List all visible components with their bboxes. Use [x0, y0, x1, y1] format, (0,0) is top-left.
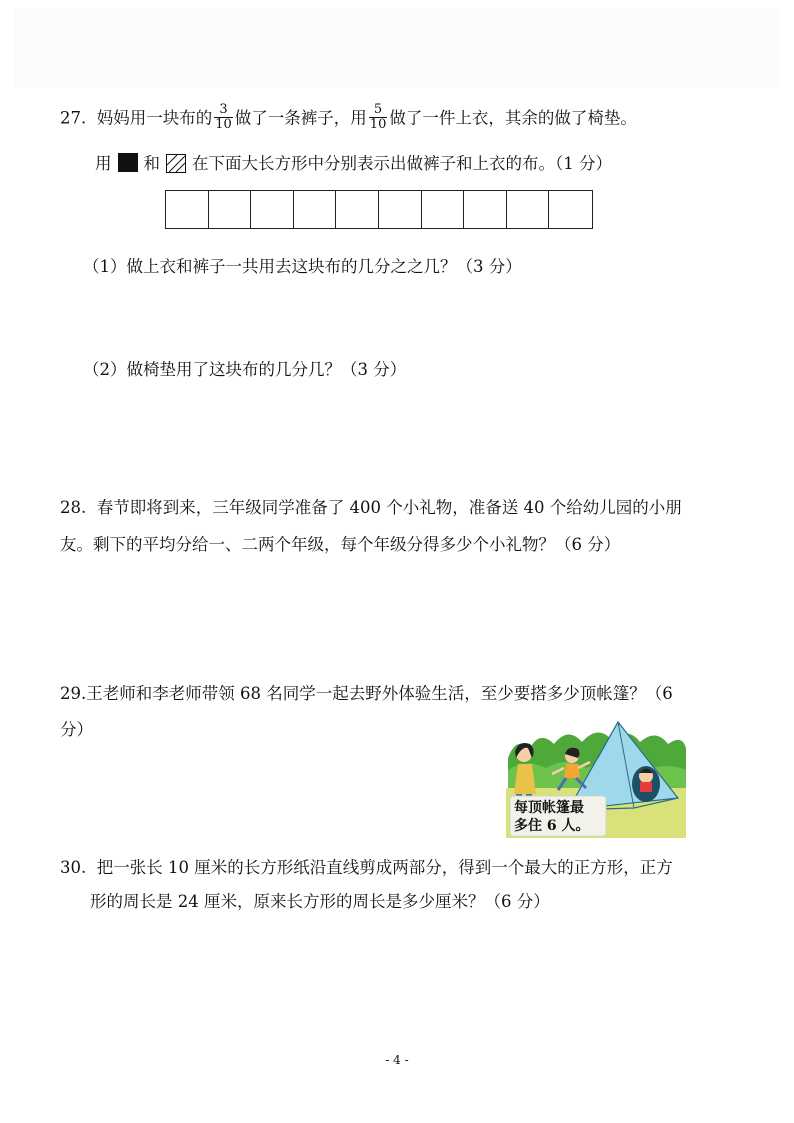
black-square-icon — [118, 153, 138, 172]
q30-line2: 形的周长是 24 厘米，原来长方形的周长是多少厘米？（6 分） — [90, 892, 550, 911]
q27-text-c: 做了一件上衣，其余的做了椅垫。 — [389, 108, 637, 128]
q27-line2-b: 和 — [143, 154, 160, 173]
q27-line2-a: 用 — [95, 154, 112, 173]
q27-sub2: （2）做椅垫用了这块布的几分几？（3 分） — [83, 360, 407, 379]
q27-line2-c: 在下面大长方形中分别表示出做裤子和上衣的布。（1 分） — [192, 154, 612, 173]
q28-line2: 友。剩下的平均分给一、二两个年级，每个年级分得多少个小礼物？（6 分） — [60, 535, 621, 554]
fraction-3-10: $\frac{3}{10}$ — [215, 102, 232, 132]
tent-sign-line1: 每顶帐篷最 — [514, 800, 584, 816]
q27-text-a: 妈妈用一块布的 — [96, 108, 213, 128]
q29-line2: 分） — [60, 720, 93, 739]
q27-line1 — [60, 102, 637, 133]
grid-cell[interactable] — [549, 191, 592, 228]
grid-cell[interactable] — [251, 191, 294, 228]
grid-cell[interactable] — [209, 191, 252, 228]
q30-line1: 30. 把一张长 10 厘米的长方形纸沿直线剪成两部分，得到一个最大的正方形，正方 — [60, 858, 673, 877]
grid-cell[interactable] — [379, 191, 422, 228]
hatched-square-icon — [166, 154, 186, 173]
grid-cell[interactable] — [294, 191, 337, 228]
grid-cell[interactable] — [464, 191, 507, 228]
grid-cell[interactable] — [422, 191, 465, 228]
q29-line1: 29.王老师和李老师带领 68 名同学一起去野外体验生活，至少要搭多少顶帐篷？（6 — [60, 684, 673, 703]
fraction-5-10: $\frac{5}{10}$ — [369, 102, 387, 132]
grid-cell[interactable] — [166, 191, 209, 228]
answer-grid-rectangle[interactable] — [165, 190, 593, 229]
q27-number: 27. — [60, 108, 87, 128]
q27-text-b: 做了一条裤子，用 — [234, 108, 367, 128]
q27-sub1: （1）做上衣和裤子一共用去这块布的几分之之几？（3 分） — [83, 257, 522, 276]
page-number: - 4 - — [385, 1053, 409, 1067]
q28-line1: 28. 春节即将到来，三年级同学准备了 400 个小礼物，准备送 40 个给幼儿园的小朋 — [60, 498, 682, 517]
grid-cell[interactable] — [507, 191, 550, 228]
header-band — [14, 8, 780, 88]
q27-line2 — [95, 153, 612, 173]
grid-cell[interactable] — [336, 191, 379, 228]
tent-sign-line2: 多住 6 人。 — [514, 818, 590, 834]
